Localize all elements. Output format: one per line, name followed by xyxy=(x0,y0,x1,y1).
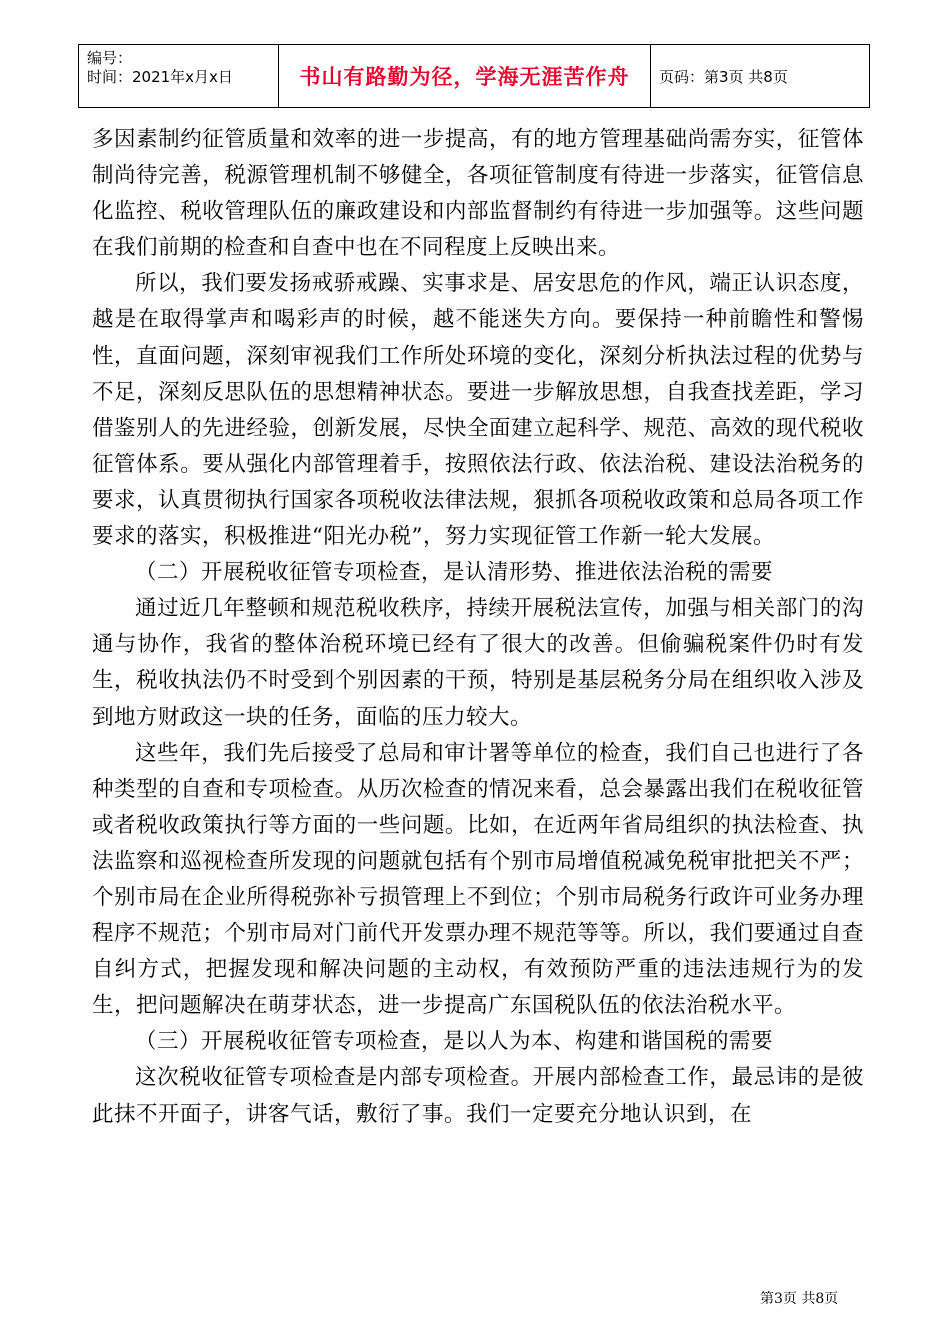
header-page-info: 页码：第3页 共8页 xyxy=(659,67,788,86)
page-footer: 第3页 共8页 xyxy=(760,1291,839,1307)
section-heading: （三）开展税收征管专项检查，是以人为本、构建和谐国税的需要 xyxy=(135,1029,774,1055)
header-motto: 书山有路勤为径，学海无涯苦作舟 xyxy=(279,45,651,107)
document-body xyxy=(92,122,864,1133)
number-label: 编号： xyxy=(87,49,133,67)
paragraph: 这些年，我们先后接受了总局和审计署等单位的检查，我们自己也进行了各种类型的自查和专项检查。从历次检查的情况来看，总会暴露出我们在税收征管或者税收政策执行等方面的一些问题。比如，在近两年省局组织的执法检查、执法监察和巡视检查所发现的问题就包括有个别市局增值税减免税审批把关不严；个别市局在企业所得税弥补亏损管理上不到位；个别市局税务行政许可业务办理程序不规范；个别市局对门前代开发票办理不规范等等。所以，我们要通过自查自纠方式，把握发现和解决问题的主动权，有效预防严重的违法违规行为的发生，把问题解决在萌芽状态，进一步提高广东国税队伍的依法治税水平。 xyxy=(92,740,864,1019)
paragraph: 这次税收征管专项检查是内部专项检查。开展内部检查工作，最忌讳的是彼此抹不开面子，讲客气话，敷衍了事。我们一定要充分地认识到，在 xyxy=(92,1065,864,1127)
time-label: 时间：2021年x月x日 xyxy=(87,68,233,86)
page-header xyxy=(78,44,870,108)
paragraph: 通过近几年整顿和规范税收秩序，持续开展税法宣传，加强与相关部门的沟通与协作，我省的整体治税环境已经有了很大的改善。但偷骗税案件仍时有发生，税收执法仍不时受到个别因素的干预，特别是基层税务分局在组织收入涉及到地方财政这一块的任务，面临的压力较大。 xyxy=(92,596,864,730)
paragraph: 多因素制约征管质量和效率的进一步提高，有的地方管理基础尚需夯实，征管体制尚待完善，税源管理机制不够健全，各项征管制度有待进一步落实，征管信息化监控、税收管理队伍的廉政建设和内部监督制约有待进一步加强等。这些问题在我们前期的检查和自查中也在不同程度上反映出来。 xyxy=(92,127,864,261)
paragraph: 所以，我们要发扬戒骄戒躁、实事求是、居安思危的作风，端正认识态度，越是在取得掌声和喝彩声的时候，越不能迷失方向。要保持一种前瞻性和警惕性，直面问题，深刻审视我们工作所处环境的变化，深刻分析执法过程的优势与不足，深刻反思队伍的思想精神状态。要进一步解放思想，自我查找差距，学习借鉴别人的先进经验，创新发展，尽快全面建立起科学、规范、高效的现代税收征管体系。要从强化内部管理着手，按照依法行政、依法治税、建设法治税务的要求，认真贯彻执行国家各项税收法律法规，狠抓各项税收政策和总局各项工作要求的落实，积极推进“阳光办税”，努力实现征管工作新一轮大发展。 xyxy=(92,271,864,550)
section-heading: （二）开展税收征管专项检查，是认清形势、推进依法治税的需要 xyxy=(135,560,774,586)
header-meta xyxy=(79,45,279,107)
